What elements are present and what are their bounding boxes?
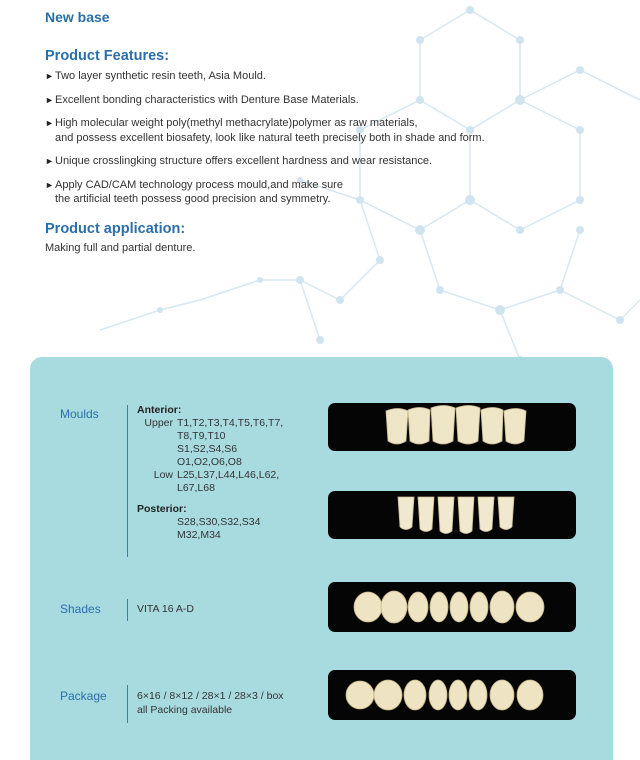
package-label: Package bbox=[60, 689, 107, 703]
triangle-bullet-icon: ► bbox=[45, 156, 54, 166]
feature-text: Excellent bonding characteristics with Denture Base Materials. bbox=[55, 93, 359, 106]
package-value bbox=[137, 689, 284, 717]
features-heading: Product Features: bbox=[45, 48, 170, 64]
posterior-key-spacer bbox=[137, 516, 177, 542]
feature-text: Two layer synthetic resin teeth, Asia Mould. bbox=[55, 70, 266, 82]
upper-values bbox=[177, 417, 283, 469]
posterior-lower-teeth-image bbox=[328, 670, 576, 720]
feature-text: High molecular weight poly(methyl methacrylate)polymer as raw materials, bbox=[55, 117, 418, 129]
tooth-row-graphic bbox=[328, 582, 576, 632]
feature-item bbox=[45, 116, 635, 145]
mould-line: T8,T9,T10 bbox=[177, 430, 226, 442]
feature-text-continued: and possess excellent biosafety, look like natural teeth precisely both in shade and form. bbox=[55, 131, 485, 144]
mould-line: L67,L68 bbox=[177, 482, 215, 494]
posterior-heading: Posterior: bbox=[137, 503, 187, 515]
low-values bbox=[177, 469, 279, 495]
upper-key: Upper bbox=[144, 417, 173, 429]
feature-item bbox=[45, 69, 635, 84]
divider-line bbox=[127, 599, 128, 621]
shades-value: VITA 16 A-D bbox=[137, 603, 194, 615]
shades-label: Shades bbox=[60, 602, 101, 616]
divider-line bbox=[127, 685, 128, 723]
anterior-heading: Anterior: bbox=[137, 404, 182, 416]
triangle-bullet-icon: ► bbox=[45, 118, 54, 128]
package-line-2: all Packing available bbox=[137, 704, 233, 716]
mould-line: T1,T2,T3,T4,T5,T6,T7, bbox=[177, 417, 284, 429]
feature-item bbox=[45, 178, 635, 207]
feature-text-continued: the artificial teeth possess good precision and symmetry. bbox=[55, 193, 331, 205]
mould-line: S28,S30,S32,S34 bbox=[177, 516, 261, 528]
mould-line: S1,S2,S4,S6 bbox=[177, 443, 238, 455]
posterior-row bbox=[137, 516, 283, 542]
mould-line: M32,M34 bbox=[177, 529, 221, 541]
tooth-row-graphic bbox=[328, 403, 576, 451]
feature-text: Apply CAD/CAM technology process mould,and make sure bbox=[55, 178, 343, 191]
mould-line: L25,L37,L44,L46,L62, bbox=[177, 469, 280, 481]
moulds-list bbox=[137, 404, 283, 542]
mould-line: O1,O2,O6,O8 bbox=[177, 456, 242, 468]
tooth-row-graphic bbox=[328, 491, 576, 539]
specs-panel bbox=[30, 357, 613, 760]
package-line-1: 6×16 / 8×12 / 28×1 / 28×3 / box bbox=[137, 690, 284, 702]
application-text: Making full and partial denture. bbox=[45, 242, 196, 254]
feature-text: Unique crosslingking structure offers excellent hardness and wear resistance. bbox=[55, 155, 433, 167]
upper-row bbox=[137, 417, 283, 469]
features-list bbox=[45, 69, 635, 216]
low-key: Low bbox=[153, 469, 173, 481]
triangle-bullet-icon: ► bbox=[45, 94, 54, 105]
feature-item bbox=[45, 93, 635, 108]
anterior-lower-teeth-image bbox=[328, 491, 576, 539]
divider-line bbox=[127, 405, 128, 557]
tooth-row-graphic bbox=[328, 670, 576, 720]
low-row bbox=[137, 469, 283, 495]
moulds-label: Moulds bbox=[60, 407, 99, 421]
feature-item bbox=[45, 154, 635, 169]
application-heading: Product application: bbox=[45, 221, 186, 237]
anterior-upper-teeth-image bbox=[328, 403, 576, 451]
posterior-upper-teeth-image bbox=[328, 582, 576, 632]
posterior-values bbox=[177, 516, 260, 542]
triangle-bullet-icon: ► bbox=[45, 71, 54, 81]
page-title: New base bbox=[45, 9, 110, 25]
triangle-bullet-icon: ► bbox=[45, 179, 54, 190]
